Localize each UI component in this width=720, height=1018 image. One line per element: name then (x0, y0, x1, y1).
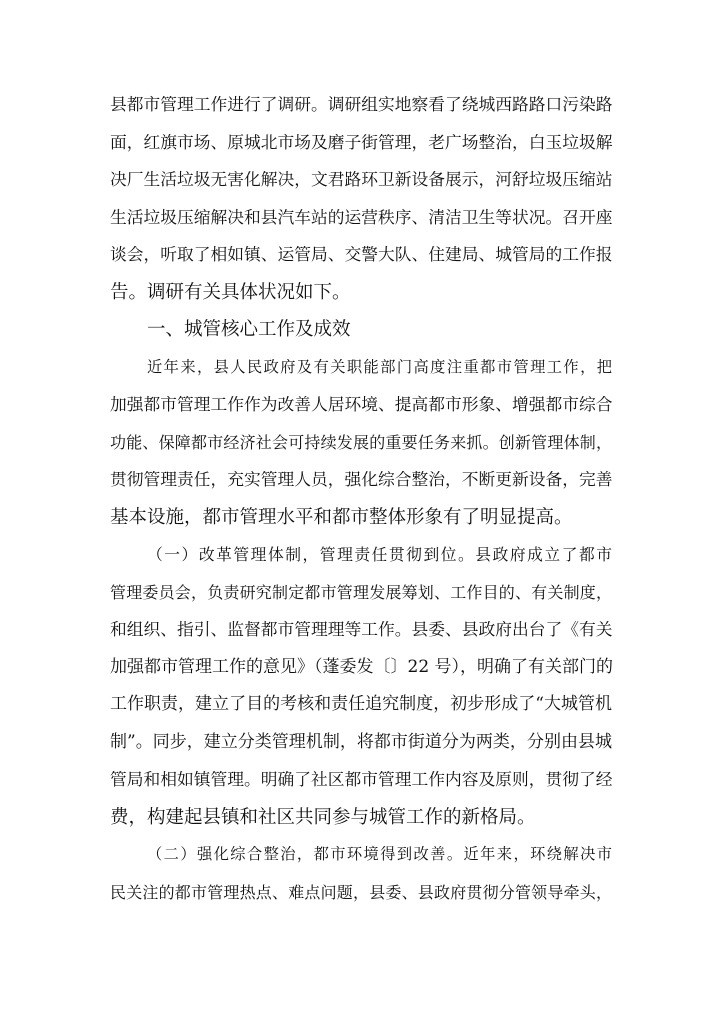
text-line: 管理委员会，负责研究制定都市管理发展筹划、工作目的、有关制度， (110, 582, 612, 602)
text-line: 近年来，县人民政府及有关职能部门高度注重都市管理工作，把 (147, 357, 612, 376)
text-line: （一）改革管理体制，管理责任贯彻到位。县政府成立了都市 (147, 545, 612, 564)
text-line: 制”。同步，建立分类管理机制，将都市街道分为两类，分别由县城 (110, 731, 612, 752)
text-line: 决厂生活垃圾无害化解决，文君路环卫新设备展示，河舒垃圾压缩站 (110, 169, 613, 189)
text-line: 工作职责，建立了目的考核和责任追究制度，初步形成了“大城管机 (110, 694, 612, 714)
text-line: 谈会，听取了相如镇、运管局、交警大队、住建局、城管局的工作报 (110, 244, 613, 264)
text-line: 加强都市管理工作的意见》（蓬委发〔〕22 号），明确了有关部门的 (110, 656, 614, 677)
text-line: 加强都市管理工作作为改善人居环境、提高都市形象、增强都市综合 (110, 394, 613, 414)
text-line: 县都市管理工作进行了调研。调研组实地察看了绕城西路路口污染路 (110, 94, 613, 114)
text-line: 基本设施，都市管理水平和都市整体形象有了明显提高。 (110, 506, 573, 528)
text-line: 面，红旗市场、原城北市场及磨子街管理，老广场整治，白玉垃圾解 (110, 131, 613, 152)
text-line: 贯彻管理责任，充实管理人员，强化综合整治，不断更新设备，完善 (110, 469, 613, 489)
document-body (110, 86, 612, 911)
text-line: 告。调研有关具体状况如下。 (110, 281, 351, 303)
text-line: 生活垃圾压缩解决和县汽车站的运营秩序、清洁卫生等状况。召开座 (110, 206, 613, 227)
text-line: 功能、保障都市经济社会可持续发展的重要任务来抓。创新管理体制， (110, 432, 612, 452)
text-line: 和组织、指引、监督都市管理理等工作。县委、县政府出台了《有关 (110, 619, 613, 639)
text-line: 民关注的都市管理热点、难点问题，县委、县政府贯彻分管领导牵头， (110, 882, 612, 902)
text-line: 费，构建起县镇和社区共同参与城管工作的新格局。 (110, 806, 536, 828)
text-line: 一、城管核心工作及成效 (147, 319, 351, 340)
text-line: （二）强化综合整治，都市环境得到改善。近年来，环绕解决市 (147, 845, 612, 863)
text-line: 管局和相如镇管理。明确了社区都市管理工作内容及原则，贯彻了经 (110, 769, 613, 789)
